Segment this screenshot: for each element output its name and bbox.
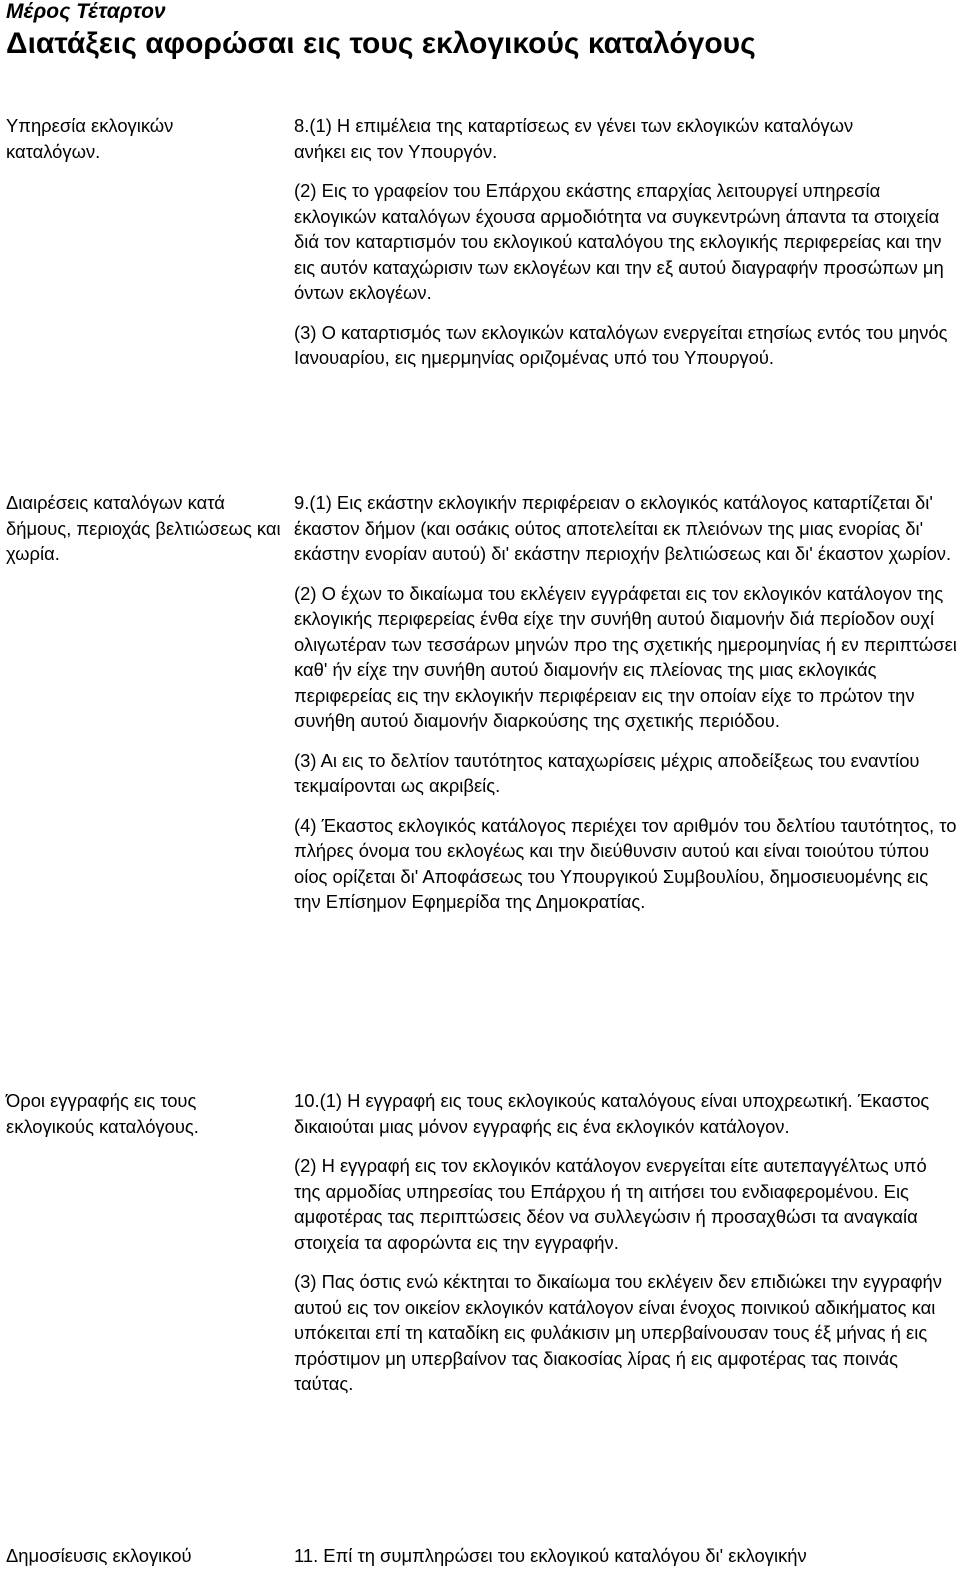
paragraph: (3) Ο καταρτισμός των εκλογικών καταλόγων ενεργείται ετησίως εντός του μηνός Ιανουαρίου, εις ημερμηνίας οριζομένας υπό του Υπουργού. — [294, 321, 948, 368]
paragraph: (2) Εις το γραφείον του Επάρχου εκάστης επαρχίας λειτουργεί υπηρεσία εκλογικών καταλόγων έχουσα αρμοδιότητα να συγκεντρώνη άπαντα τα στοιχεία διά τον καταρτισμόν του εκλογικού καταλόγου της εκλογικής περιφερείας και την εις αυτόν καταχώρισιν των εκλογέων και την εξ αυτού διαγραφήν προσώπων μη όντων εκλογέων. — [294, 180, 944, 303]
article-body — [294, 1088, 958, 1411]
article-body — [294, 1543, 958, 1583]
paragraph: 10.(1) Η εγγραφή εις τους εκλογικούς καταλόγους είναι υποχρεωτική. Έκαστος δικαιούται μιας μόνον εγγραφής εις ένα εκλογικόν κατάλογον. — [294, 1090, 930, 1137]
paragraph: 11. Επί τη συμπληρώσει του εκλογικού καταλόγου δι' εκλογικήν — [294, 1545, 807, 1566]
part-title: Διατάξεις αφορώσαι εις τους εκλογικούς καταλόγους — [6, 27, 756, 60]
margin-note: Όροι εγγραφής εις τους εκλογικούς καταλόγους. — [6, 1090, 199, 1137]
article-body — [294, 490, 958, 929]
paragraph: 8.(1) Η επιμέλεια της καταρτίσεως εν γένει των εκλογικών καταλόγων ανήκει εις τον Υπουργόν. — [294, 115, 854, 162]
paragraph: 9.(1) Εις εκάστην εκλογικήν περιφέρειαν ο εκλογικός κατάλογος καταρτίζεται δι' έκαστον δήμον (και οσάκις ούτος αποτελείται εκ πλειόνων της μιας ενορίας δι' εκάστην ενορίαν αυτού) δι' εκάστην περιοχήν βελτιώσεως και δι' έκαστον χωρίον. — [294, 492, 952, 564]
margin-note: Δημοσίευσις εκλογικού — [6, 1545, 192, 1566]
part-label: Μέρος Τέταρτον — [6, 0, 166, 23]
paragraph: (2) Ο έχων το δικαίωμα του εκλέγειν εγγράφεται εις τον εκλογικόν κατάλογον της εκλογικής περιφερείας ένθα είχε την συνήθη αυτού διαμονήν διά περίοδον ουχί ολιγωτέραν των τεσσάρων μηνών προ της σχετικής ημερομηνίας ή εν περιπτώσει καθ' ήν είχε την συνήθη αυτού διαμονήν εις πλείονας της μιας εκλογικάς περιφερείας εις την εκλογικήν περιφέρειαν εις την οποίαν είχε το πρώτον την συνήθη αυτού διαμονήν διαρκούσης της σχετικής περιόδου. — [294, 582, 957, 731]
paragraph: (4) Έκαστος εκλογικός κατάλογος περιέχει τον αριθμόν του δελτίου ταυτότητος, το πλήρες όνομα του εκλογέως και την διεύθυνσιν αυτού και είναι τοιούτου τύπου οίος ορίζεται δι' Αποφάσεως του Υπουργικού Συμβουλίου, δημοσιευομένης εις την Επίσημον Εφημερίδα της Δημοκρατίας. — [294, 814, 957, 912]
margin-note: Διαιρέσεις καταλόγων κατά δήμους, περιοχάς βελτιώσεως και χωρία. — [6, 492, 281, 564]
article-body — [294, 113, 948, 385]
paragraph: (2) Η εγγραφή εις τον εκλογικόν κατάλογον ενεργείται είτε αυτεπαγγέλτως υπό της αρμοδίας υπηρεσίας του Επάρχου ή τη αιτήσει του ενδιαφερομένου. Εις αμφοτέρας τας περιπτώσεις δέον να συλλεγώσιν ή προσαχθώσι τα αναγκαία στοιχεία τα αφορώντα εις την εγγραφήν. — [294, 1155, 927, 1253]
paragraph: (3) Πας όστις ενώ κέκτηται το δικαίωμα του εκλέγειν δεν επιδιώκει την εγγραφήν αυτού εις τον οικείον εκλογικόν κατάλογον είναι ένοχος ποινικού αδικήματος και υπόκειται επί τη καταδίκη εις φυλάκισιν μη υπερβαίνουσαν τους έξ μήνας ή εις πρόστιμον μη υπερβαίνον τας διακοσίας λίρας ή εις αμφοτέρας τας ποινάς ταύτας. — [294, 1271, 942, 1394]
paragraph: (3) Αι εις το δελτίον ταυτότητος καταχωρίσεις μέχρις αποδείξεως του εναντίου τεκμαίρονται ως ακριβείς. — [294, 749, 920, 796]
margin-note: Υπηρεσία εκλογικών καταλόγων. — [6, 115, 174, 162]
